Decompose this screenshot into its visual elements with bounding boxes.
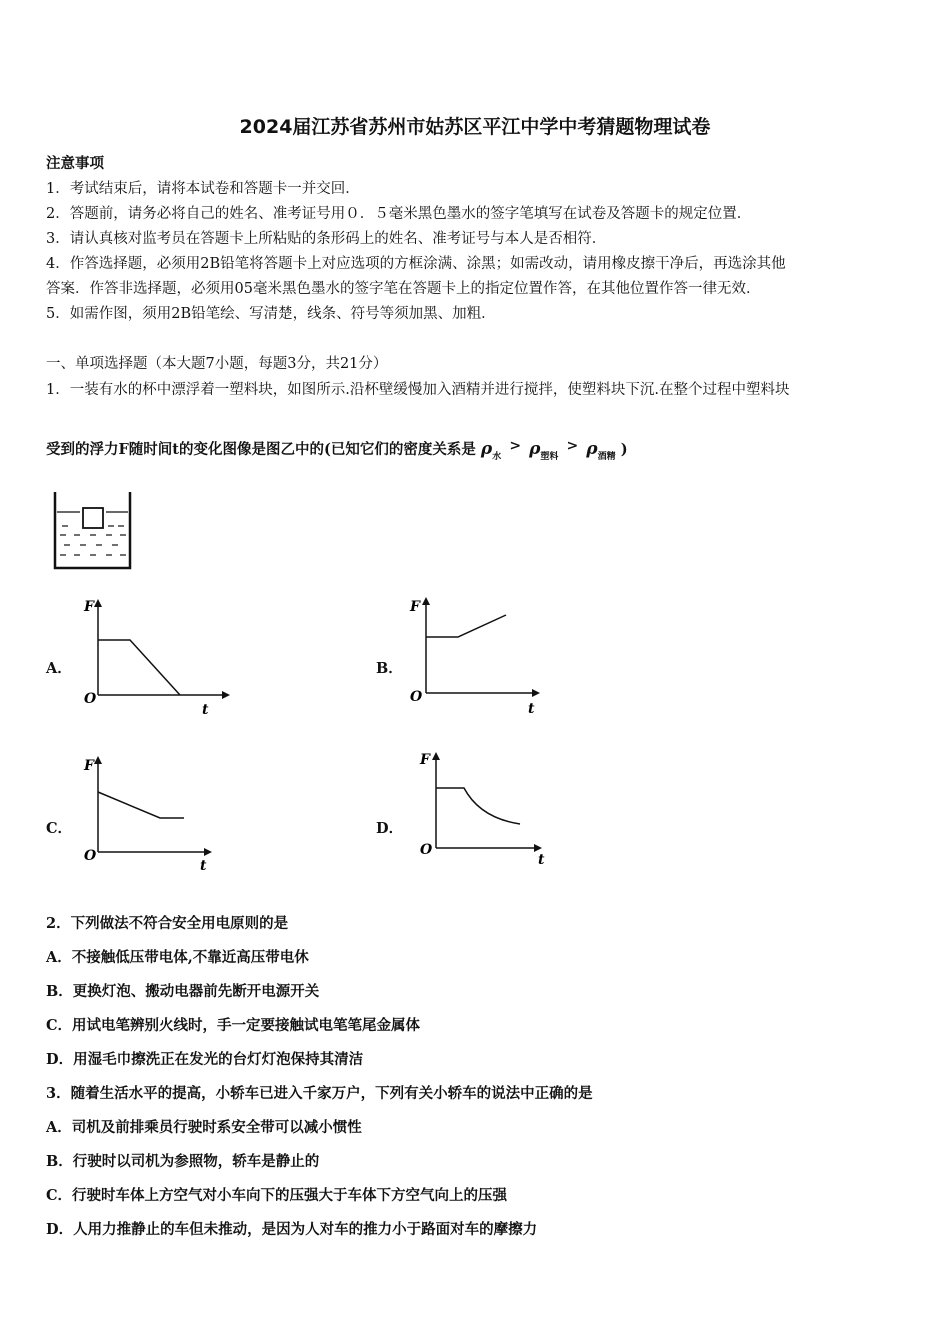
q3-option-c[interactable]: C．行驶时车体上方空气对小车向下的压强大于车体下方空气向上的压强 <box>46 1187 508 1204</box>
notice-item: 3．请认真核对监考员在答题卡上所粘贴的条形码上的姓名、准考证号与本人是否相符． <box>46 231 607 247</box>
curve-a <box>98 640 180 695</box>
notice-item: 5．如需作图，须用2B铅笔绘、写清楚，线条、符号等须加黑、加粗． <box>46 306 496 322</box>
notice-item: 答案．作答非选择题，必须用05毫米黑色墨水的签字笔在答题卡上的指定位置作答，在其他位置作答一律无效． <box>46 281 761 297</box>
f-axis-arrow <box>94 756 102 764</box>
plastic-block <box>83 508 103 528</box>
notice-item: 2．答题前，请务必将自己的姓名、准考证号用０．５毫米黑色墨水的签字笔填写在试卷及答题卡的规定位置． <box>46 206 752 222</box>
option-d-label[interactable]: D． <box>376 820 404 837</box>
section-heading: 一、单项选择题（本大题7小题，每题3分，共21分） <box>46 356 388 372</box>
axis-t-label: t <box>538 852 545 868</box>
graph-c[interactable] <box>80 752 230 877</box>
axis-t-label: t <box>202 702 209 718</box>
q3-option-d[interactable]: D．人用力推静止的车但未推动，是因为人对车的推力小于路面对车的摩擦力 <box>46 1221 538 1238</box>
axis-t-label: t <box>200 858 207 874</box>
page-title: 2024届江苏省苏州市姑苏区平江中学中考猜题物理试卷 <box>239 116 711 138</box>
q3-option-b[interactable]: B．行驶时以司机为参照物，轿车是静止的 <box>46 1153 320 1170</box>
question-3-stem: 3．随着生活水平的提高，小轿车已进入千家万户，下列有关小轿车的说法中正确的是 <box>46 1085 593 1102</box>
axis-f-label: F <box>84 758 94 774</box>
axis-f-label: F <box>84 599 94 615</box>
t-axis-arrow <box>534 844 542 852</box>
rho-symbol: ρ <box>480 439 493 459</box>
question-1-line1: 1．一装有水的杯中漂浮着一塑料块，如图所示.沿杯壁缓慢加入酒精并进行搅拌，使塑料块下沉.在整个过程中塑料块 <box>46 382 790 398</box>
axis-t-label: t <box>528 701 535 717</box>
t-axis-arrow <box>222 691 230 699</box>
rho-plastic-sub: 塑料 <box>540 452 559 462</box>
rho-water-sub: 水 <box>492 452 502 462</box>
graph-a[interactable] <box>80 595 230 720</box>
notice-heading: 注意事项 <box>46 155 104 172</box>
cup-figure <box>50 490 134 574</box>
option-b-label[interactable]: B． <box>376 660 403 677</box>
q2-option-d[interactable]: D．用湿毛巾擦洗正在发光的台灯灯泡保持其清洁 <box>46 1051 364 1068</box>
question-1-line2-text: 受到的浮力F随时间t的变化图像是图乙中的(已知它们的密度关系是 <box>46 441 476 458</box>
rho-symbol: ρ <box>529 439 541 459</box>
greater-than: > <box>566 438 579 454</box>
q2-option-c[interactable]: C．用试电笔辨别火线时，手一定要接触试电笔笔尾金属体 <box>46 1017 421 1034</box>
f-axis-arrow <box>432 752 440 760</box>
axis-o-label: O <box>84 848 97 864</box>
notice-item: 1．考试结束后，请将本试卷和答题卡一并交回． <box>46 181 360 197</box>
option-a-label[interactable]: A． <box>46 660 72 677</box>
curve-b <box>426 615 506 637</box>
close-paren: ) <box>620 441 628 458</box>
water-dashes <box>60 526 126 555</box>
curve-c <box>98 792 184 818</box>
graph-b[interactable] <box>408 593 558 718</box>
f-axis-arrow <box>422 597 430 605</box>
curve-d <box>436 788 520 824</box>
axis-o-label: O <box>410 689 423 705</box>
q2-option-b[interactable]: B．更换灯泡、搬动电器前先断开电源开关 <box>46 983 320 1000</box>
graph-d[interactable] <box>418 748 558 873</box>
axis-o-label: O <box>420 842 433 858</box>
axis-f-label: F <box>420 752 430 768</box>
q2-option-a[interactable]: A．不接触低压带电体,不靠近高压带电休 <box>46 949 309 966</box>
question-1-line2 <box>46 438 628 462</box>
axis-o-label: O <box>84 691 97 707</box>
rho-symbol: ρ <box>586 439 598 459</box>
t-axis-arrow <box>204 848 212 856</box>
f-axis-arrow <box>94 599 102 607</box>
question-2-stem: 2．下列做法不符合安全用电原则的是 <box>46 915 289 932</box>
option-c-label[interactable]: C． <box>46 820 73 837</box>
notice-item: 4．作答选择题，必须用2B铅笔将答题卡上对应选项的方框涂满、涂黑；如需改动，请用橡皮擦干净后，再选涂其他 <box>46 256 786 272</box>
greater-than: > <box>509 438 522 454</box>
t-axis-arrow <box>532 689 540 697</box>
axis-f-label: F <box>410 599 420 615</box>
rho-alcohol-sub: 酒精 <box>597 452 616 462</box>
q3-option-a[interactable]: A．司机及前排乘员行驶时系安全带可以减小惯性 <box>46 1119 362 1136</box>
cup-outline <box>55 492 130 568</box>
